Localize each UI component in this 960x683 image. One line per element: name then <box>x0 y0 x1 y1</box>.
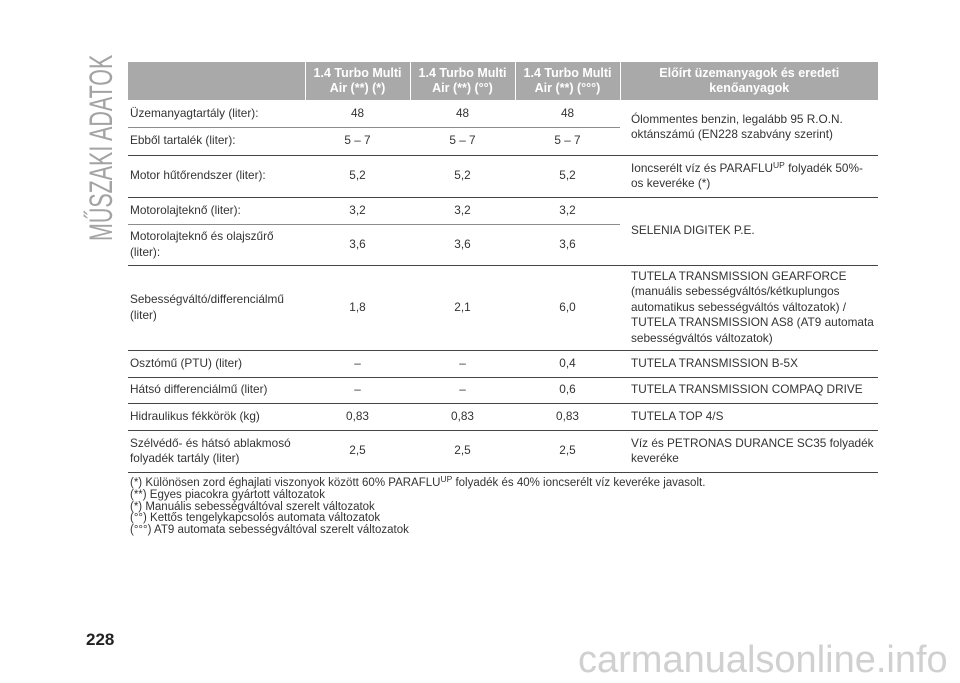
header-cell-item <box>128 62 305 100</box>
header-text-line: Air (**) (°°) <box>432 81 493 95</box>
row-label <box>128 403 305 430</box>
value-cell <box>410 377 515 403</box>
page-number: 228 <box>86 630 115 649</box>
value-text: 2,5 <box>559 443 576 458</box>
table-row <box>128 430 878 472</box>
spec-cell <box>620 197 878 265</box>
watermark: carmanualsonline.info <box>578 639 948 681</box>
spec-text-line: oktánszámú (EN228 szabvány szerint) <box>631 127 833 142</box>
value-cell <box>305 127 410 155</box>
row-label <box>128 224 305 265</box>
value-cell <box>410 403 515 430</box>
value-cell <box>305 403 410 430</box>
value-cell <box>305 350 410 377</box>
spec-text-line: Víz és PETRONAS DURANCE SC35 folyadék <box>631 435 874 450</box>
value-text: 5,2 <box>559 168 576 183</box>
row-label-text: (liter) <box>130 307 157 322</box>
value-text: 5 – 7 <box>449 133 476 148</box>
table-row <box>128 155 878 197</box>
header-text-line: Air (**) (°°°) <box>534 81 601 95</box>
spec-cell <box>620 265 878 350</box>
value-text: 5 – 7 <box>554 133 581 148</box>
value-cell <box>515 430 620 472</box>
row-label <box>128 197 305 224</box>
value-text: 48 <box>560 105 575 120</box>
spec-text-line: (manuális sebességváltós/kétkuplungos <box>631 284 840 299</box>
value-cell <box>515 127 620 155</box>
value-cell <box>305 377 410 403</box>
value-text: 0,6 <box>559 382 576 397</box>
value-text: 3,2 <box>454 202 471 217</box>
value-cell <box>515 224 620 265</box>
table-row <box>128 350 878 377</box>
capacities-table <box>128 62 878 473</box>
value-cell <box>515 100 620 127</box>
value-cell <box>305 224 410 265</box>
row-label <box>128 155 305 197</box>
footnote-text: folyadék és 40% ioncserélt víz keveréke javasolt. <box>452 477 706 489</box>
table-row <box>128 403 878 430</box>
spec-text-line: keveréke <box>631 451 679 465</box>
value-text: 0,83 <box>451 408 474 423</box>
value-cell <box>515 155 620 197</box>
value-cell <box>515 377 620 403</box>
value-text: 0,83 <box>346 408 369 423</box>
value-cell <box>410 265 515 350</box>
header-cell-engine-variant-1 <box>305 62 410 100</box>
row-label-text: (liter): <box>130 244 161 259</box>
value-cell <box>305 155 410 197</box>
header-text-line: 1.4 Turbo Multi <box>418 66 507 80</box>
spec-cell <box>620 403 878 430</box>
value-text: 5,2 <box>349 168 366 183</box>
footnote-text: (*) Különösen zord éghajlati viszonyok között 60% PARAFLU <box>130 477 441 489</box>
spec-cell <box>620 430 878 472</box>
spec-text-line <box>631 161 878 177</box>
footnotes <box>130 474 706 537</box>
header-cell-specified-fluids <box>620 62 878 100</box>
header-text-line: 1.4 Turbo Multi <box>313 66 402 80</box>
row-label-text: Motor hűtőrendszer (liter): <box>130 168 266 183</box>
superscript-mark: UP <box>773 159 785 170</box>
row-label-text: Ebből tartalék (liter): <box>130 133 236 148</box>
value-text: 2,5 <box>454 443 471 458</box>
row-label-text: Hidraulikus fékkörök (kg) <box>130 408 260 423</box>
table-header-row <box>128 62 878 100</box>
value-cell <box>305 430 410 472</box>
row-label <box>128 430 305 472</box>
value-text: 3,6 <box>349 236 366 251</box>
header-text-line: Air (**) (*) <box>329 81 386 95</box>
value-text: 0,4 <box>559 355 576 370</box>
row-label-text: Motorolajteknő (liter): <box>130 202 241 217</box>
header-cell-engine-variant-2 <box>410 62 515 100</box>
spec-text-line: TUTELA TRANSMISSION COMPAQ DRIVE <box>631 382 863 397</box>
footnote: (°°) Kettős tengelykapcsolós automata változatok <box>130 512 381 525</box>
value-text: 2,1 <box>454 299 471 314</box>
row-label-text: Osztómű (PTU) (liter) <box>130 355 243 370</box>
spec-cell <box>620 350 878 377</box>
value-cell <box>410 127 515 155</box>
row-label <box>128 127 305 155</box>
value-text: 0,83 <box>556 408 579 423</box>
row-label <box>128 377 305 403</box>
spec-text-line: TUTELA TRANSMISSION B-5X <box>631 355 798 370</box>
value-text: 5,2 <box>454 168 471 183</box>
header-text-line: kenőanyagok <box>709 81 790 95</box>
spec-text-line: sebességváltós változatok) <box>631 330 773 345</box>
row-label-text: Hátsó differenciálmű (liter) <box>130 382 268 397</box>
value-text: 1,8 <box>349 299 366 314</box>
value-text: 3,2 <box>559 202 576 217</box>
value-text: 2,5 <box>349 443 366 458</box>
table-row <box>128 377 878 403</box>
value-text: – <box>354 355 361 370</box>
row-label <box>128 350 305 377</box>
value-text: 48 <box>350 105 365 120</box>
row-label-text: Sebességváltó/differenciálmű <box>130 292 284 306</box>
row-label <box>128 100 305 127</box>
value-cell <box>515 265 620 350</box>
value-text: 3,2 <box>349 202 366 217</box>
row-label-text: Szélvédő- és hátsó ablakmosó <box>130 435 291 450</box>
spec-text-line: SELENIA DIGITEK P.E. <box>631 223 755 238</box>
value-cell <box>515 197 620 224</box>
header-text-line: 1.4 Turbo Multi <box>523 66 612 80</box>
spec-cell <box>620 155 878 197</box>
superscript-mark: UP <box>440 474 453 484</box>
row-label-text: Üzemanyagtartály (liter): <box>130 105 259 120</box>
table-row <box>128 197 878 224</box>
table-row <box>128 100 878 127</box>
value-cell <box>305 265 410 350</box>
row-label-text: folyadék tartály (liter) <box>130 451 240 465</box>
spec-text-line: automatikus sebességváltós változatok) / <box>631 299 847 314</box>
value-text: 3,6 <box>454 236 471 251</box>
value-text: 48 <box>455 105 470 120</box>
value-cell <box>515 403 620 430</box>
value-cell <box>410 350 515 377</box>
value-text: – <box>354 382 361 397</box>
value-cell <box>410 430 515 472</box>
value-cell <box>410 155 515 197</box>
section-side-title: MŰSZAKI ADATOK <box>83 54 119 242</box>
spec-cell <box>620 377 878 403</box>
table-row <box>128 265 878 350</box>
value-text: 6,0 <box>559 299 576 314</box>
spec-text-line: TUTELA TOP 4/S <box>631 408 724 423</box>
spec-text-line: Ólommentes benzin, legalább 95 R.O.N. <box>631 111 843 126</box>
footnote: (*) Manuális sebességváltóval szerelt változatok <box>130 500 375 513</box>
value-cell <box>515 350 620 377</box>
footnote: (**) Egyes piacokra gyártott változatok <box>130 488 325 501</box>
spec-text-line: TUTELA TRANSMISSION AS8 (AT9 automata <box>631 315 874 330</box>
value-text: – <box>459 382 466 397</box>
value-cell <box>410 100 515 127</box>
value-cell <box>410 224 515 265</box>
spec-text: Ioncserélt víz és PARAFLU <box>631 160 774 175</box>
spec-text: folyadék 50%- <box>784 160 863 175</box>
value-cell <box>305 100 410 127</box>
header-text-line: Előírt üzemanyagok és eredeti <box>659 66 840 80</box>
value-text: – <box>459 355 466 370</box>
spec-text-line: os keveréke (*) <box>631 176 711 190</box>
header-cell-engine-variant-3 <box>515 62 620 100</box>
value-cell <box>305 197 410 224</box>
row-label-text: Motorolajteknő és olajszűrő <box>130 229 274 243</box>
row-label <box>128 265 305 350</box>
spec-cell <box>620 100 878 155</box>
footnote: (°°°) AT9 automata sebességváltóval szerelt változatok <box>130 524 409 537</box>
value-text: 3,6 <box>559 236 576 251</box>
spec-text-line: TUTELA TRANSMISSION GEARFORCE <box>631 268 847 283</box>
value-text: 5 – 7 <box>344 133 371 148</box>
value-cell <box>410 197 515 224</box>
